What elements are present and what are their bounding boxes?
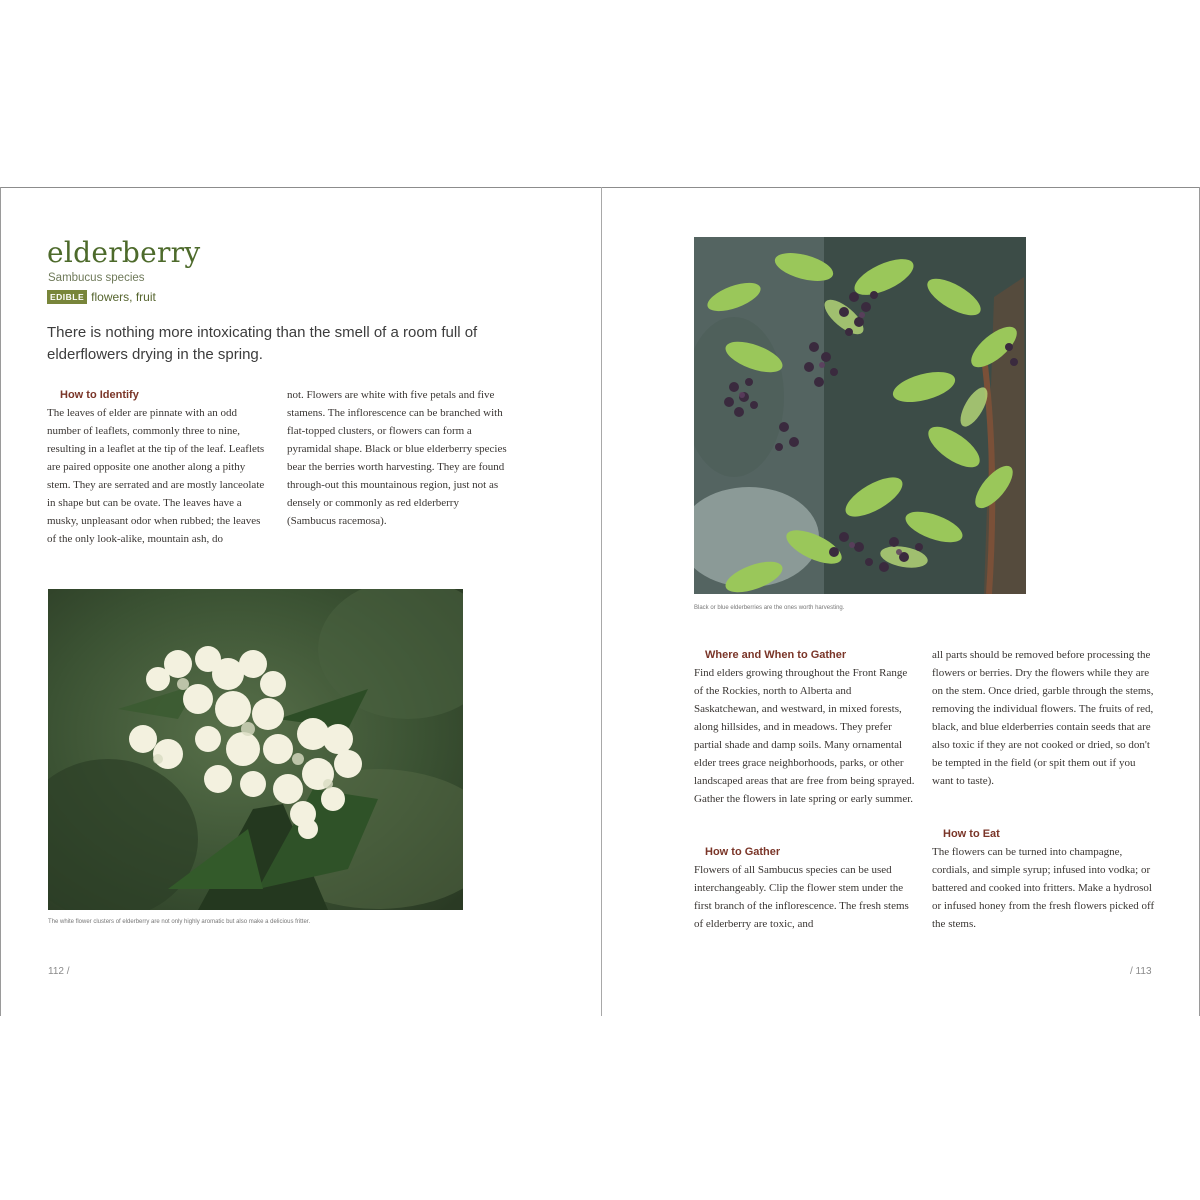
gather-continued-text: all parts should be removed before processing the flowers or berries. Dry the flowers while they are on the stem. Once dried, garble through the stems, removing the individual flowers. The fruits of red, black, and blue elderberries contain seeds that are also toxic if they are not cooked or dried, so don't be tempted in the field (or spit them out if you want to taste). <box>932 649 1154 787</box>
left-page-edge <box>0 187 1 1016</box>
how-to-eat-text: The flowers can be turned into champagne, cordials, and simple syrup; infused into vodka; or battered and cooked into fritters. Make a hydrosol or infused honey from the fresh flowers picked off the stems. <box>932 846 1155 930</box>
how-to-eat-heading: How to Eat <box>943 828 1000 840</box>
how-to-gather-text: Flowers of all Sambucus species can be used interchangeably. Clip the flower stem under the first branch of the inflorescence. The fresh stems of elderberry are toxic, and <box>694 864 909 930</box>
left-photo-caption: The white flower clusters of elderberry are not only highly aromatic but also make a delicious fritter. <box>48 919 311 925</box>
how-to-gather-heading: How to Gather <box>705 846 781 858</box>
elderflower-photo <box>48 589 463 910</box>
identify-text-col1: The leaves of elder are pinnate with an odd number of leaflets, commonly three to nine, resulting in a leaflet at the tip of the leaf. Leaflets are paired opposite one another along a pithy stem. They are serrated and are mostly lanceolate in shape but can be ovate. The leaves have a musky, unpleasant odor when rubbed; the leaves of the only look-alike, mountain ash, do <box>47 407 265 545</box>
right-photo-caption: Black or blue elderberries are the ones worth harvesting. <box>694 605 845 611</box>
identify-heading: How to Identify <box>60 389 139 401</box>
plant-title: elderberry <box>47 236 201 269</box>
right-page-number: / 113 <box>1130 966 1152 977</box>
spread-top-edge <box>0 187 1200 188</box>
intro-paragraph: There is nothing more intoxicating than the smell of a room full of elderflowers drying in the spring. <box>47 324 478 363</box>
edible-badge: EDIBLE <box>47 290 87 304</box>
left-page-number: 112 / <box>48 966 70 977</box>
identify-text-col2: not. Flowers are white with five petals and five stamens. The inflorescence can be branched with flat-topped clusters, or flowers can form a pyramidal shape. Black or blue elderberry species bear the berries worth harvesting. They are found through-out this mountainous region, just not as densely or commonly as red elderberry (Sambucus racemosa). <box>287 389 507 527</box>
edible-row <box>47 290 156 304</box>
where-when-heading: Where and When to Gather <box>705 649 847 661</box>
latin-name: Sambucus species <box>48 272 145 284</box>
elderberry-photo <box>694 237 1026 594</box>
edible-parts: flowers, fruit <box>91 290 156 304</box>
where-when-text: Find elders growing throughout the Front Range of the Rockies, north to Alberta and Saskatchewan, and westward, in mixed forests, along hillsides, and in meadows. They prefer partial shade and damp soils. Many ornamental elder trees grace neighborhoods, parks, or other landscaped areas that are free from being sprayed. Gather the flowers in late spring or early summer. <box>694 667 915 805</box>
page-gutter <box>601 187 602 1016</box>
